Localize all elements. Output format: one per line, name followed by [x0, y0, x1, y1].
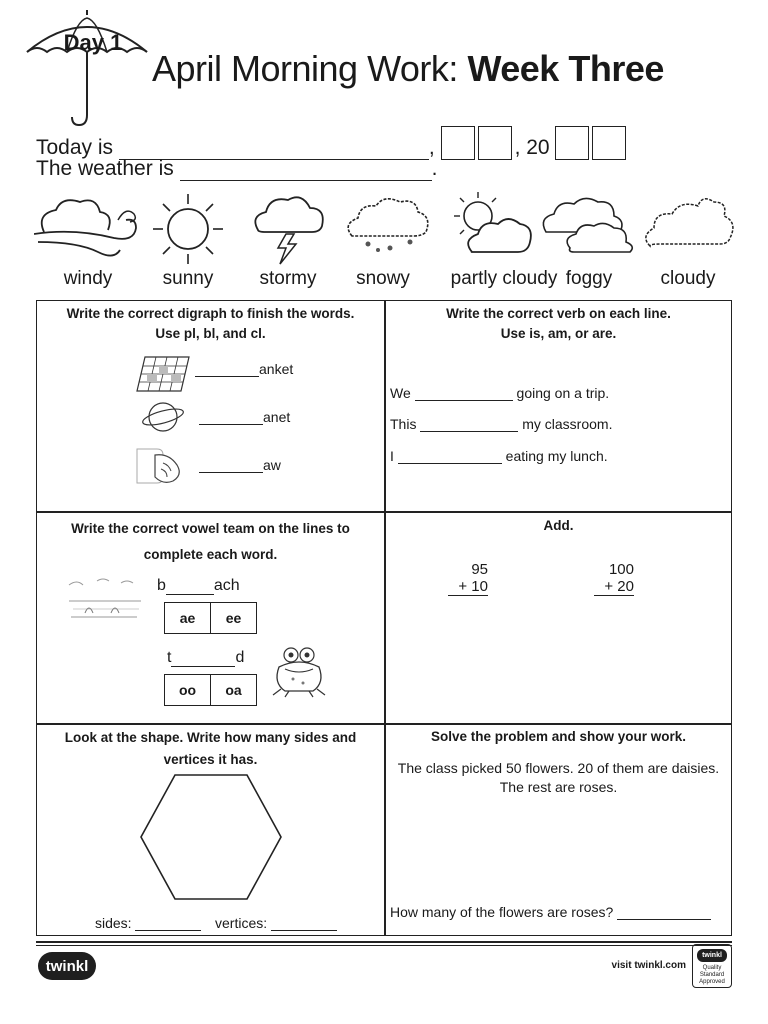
verb-sentence-3: I eating my lunch. [390, 448, 608, 464]
stormy-icon [250, 192, 328, 266]
cloudy-icon [642, 192, 736, 258]
choice-ee[interactable]: ee [210, 603, 256, 633]
sunny-icon [150, 192, 226, 266]
vowel-blank-2[interactable] [171, 650, 235, 667]
verb-blank-3[interactable] [398, 449, 502, 464]
word-problem-text: The class picked 50 flowers. 20 of them are daisies. The rest are roses. [397, 760, 720, 795]
digraph-word-3: aw [199, 457, 281, 473]
day-label: Day 1 [63, 30, 123, 55]
hexagon-shape [139, 773, 283, 901]
vowel-word-1: b ach [157, 577, 240, 594]
claw-icon [133, 441, 183, 485]
word-problem-heading: Solve the problem and show your work. [430, 729, 687, 744]
digraph-heading: Write the correct digraph to finish the words. Use pl, bl, and cl. [66, 306, 355, 341]
windy-icon [34, 192, 142, 262]
shape-section [37, 725, 384, 935]
weather-label-partly-cloudy: partly cloudy [450, 268, 558, 289]
beach-icon [67, 575, 143, 631]
visit-link[interactable]: visit twinkl.com [611, 960, 686, 971]
weather-label-snowy: snowy [356, 268, 410, 289]
twinkl-logo: twinkl [38, 952, 96, 980]
footer-rule-thin [36, 945, 732, 946]
digraph-word-2: anet [199, 409, 290, 425]
partly-cloudy-icon [446, 192, 534, 262]
date-box-1[interactable] [441, 126, 475, 160]
vowel-choices-2 [164, 674, 257, 706]
sides-line: sides: [95, 915, 201, 931]
weather-label-windy: windy [63, 268, 113, 289]
year-box-2[interactable] [592, 126, 626, 160]
verb-blank-1[interactable] [415, 386, 513, 401]
footer-rule [36, 941, 732, 943]
umbrella-icon [22, 10, 152, 130]
vowel-word-2: t d [167, 649, 245, 666]
foggy-icon [540, 192, 638, 258]
quality-badge: twinkl Quality Standard Approved [692, 944, 732, 988]
year-box-1[interactable] [555, 126, 589, 160]
shape-heading: Look at the shape. Write how many sides and vertices it has. [64, 730, 357, 767]
word-problem-question: How many of the flowers are roses? [390, 904, 711, 920]
digraph-blank-3[interactable] [199, 458, 263, 473]
verb-section [386, 301, 731, 511]
digraph-section [37, 301, 384, 511]
vowel-choices-1 [164, 602, 257, 634]
add-heading: Add. [543, 518, 574, 533]
choice-ae[interactable]: ae [179, 610, 196, 626]
verb-sentence-2: This my classroom. [390, 416, 613, 432]
worksheet-grid [36, 300, 732, 936]
sides-blank[interactable] [135, 916, 201, 931]
planet-icon [141, 397, 185, 437]
add-problem-2: 100 + 20 [594, 561, 634, 596]
vertices-line: vertices: [215, 915, 337, 931]
snowy-icon [344, 192, 434, 262]
roses-answer-blank[interactable] [617, 905, 711, 920]
add-section [386, 513, 731, 723]
weather-label-cloudy: cloudy [660, 268, 716, 289]
add-problem-1: 95 + 10 [448, 561, 488, 596]
blanket-icon [135, 355, 191, 393]
vertices-blank[interactable] [271, 916, 337, 931]
choice-oa[interactable]: oa [210, 675, 256, 705]
vowel-section [37, 513, 384, 723]
page-title: April Morning Work: Week Three [152, 48, 664, 89]
weather-blank[interactable] [180, 180, 432, 181]
digraph-blank-1[interactable] [195, 362, 259, 377]
verb-heading: Write the correct verb on each line. Use is, am, or are. [446, 306, 671, 341]
today-line: Today is , , 20 [36, 126, 629, 160]
vowel-blank-1[interactable] [166, 578, 214, 595]
verb-sentence-1: We going on a trip. [390, 385, 610, 401]
vowel-heading: Write the correct vowel team on the lines to complete each word. [71, 521, 350, 562]
weather-label-sunny: sunny [162, 268, 214, 289]
word-problem-section [386, 725, 731, 935]
weather-label-stormy: stormy [259, 268, 317, 289]
date-box-2[interactable] [478, 126, 512, 160]
digraph-word-1: anket [195, 361, 293, 377]
toad-icon [269, 643, 329, 699]
verb-blank-2[interactable] [420, 417, 518, 432]
weather-line: The weather is . [36, 157, 438, 180]
choice-oo[interactable]: oo [178, 682, 197, 698]
digraph-blank-2[interactable] [199, 410, 263, 425]
weather-label-foggy: foggy [565, 268, 613, 289]
